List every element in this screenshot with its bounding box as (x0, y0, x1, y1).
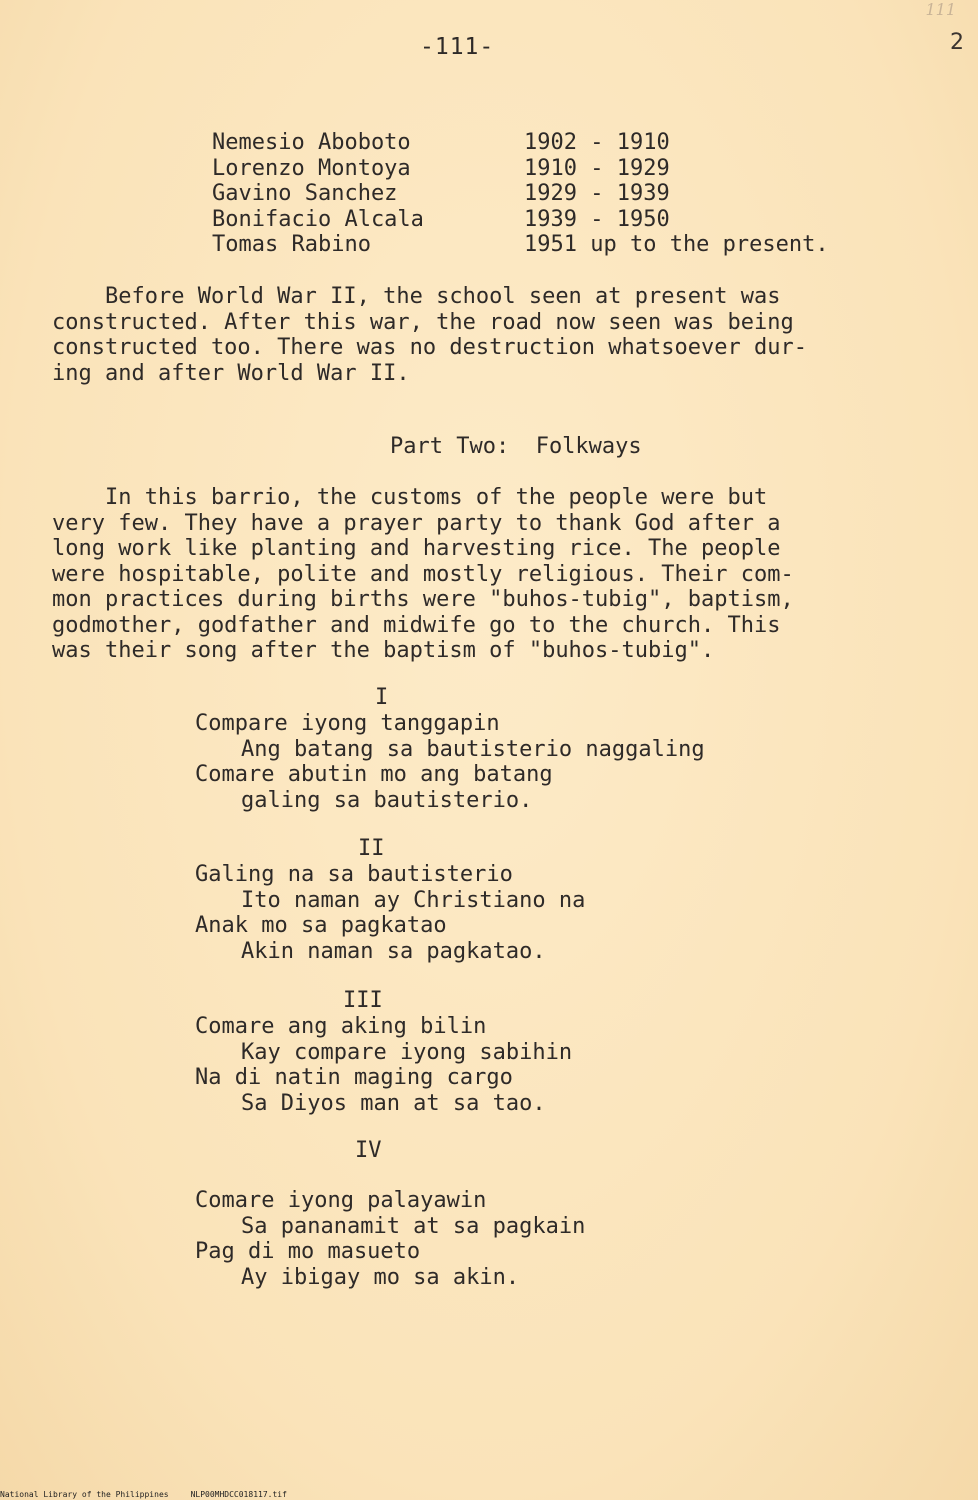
paragraph-line: ing and after World War II. (52, 360, 410, 386)
verse-line: Sa Diyos man at sa tao. (241, 1090, 546, 1116)
verse (195, 836, 815, 964)
verse-line: Ito naman ay Christiano na (241, 887, 586, 913)
corner-page-number: 2 (950, 30, 964, 55)
verse (195, 1138, 815, 1290)
paragraph-line: constructed too. There was no destruction whatsoever dur- (52, 335, 807, 360)
teacher-row (212, 181, 892, 207)
verse-line: Ay ibigay mo sa akin. (241, 1264, 520, 1290)
verse-numeral: II (358, 836, 385, 861)
teacher-row (212, 156, 892, 182)
teacher-row (212, 207, 892, 233)
teacher-row (212, 232, 892, 258)
footer-source: National Library of the Philippines (0, 1490, 169, 1499)
teacher-name: Lorenzo Montoya (212, 155, 411, 181)
verse-line: Na di natin maging cargo (195, 1065, 513, 1090)
teacher-years: 1910 - 1929 (524, 155, 670, 181)
paragraph-line: mon practices during births were "buhos-tubig", baptism, (52, 587, 794, 612)
teacher-name: Bonifacio Alcala (212, 206, 424, 232)
verse-line: Pag di mo masueto (195, 1239, 421, 1264)
paragraph-line: Before World War II, the school seen at present was (52, 284, 781, 309)
verse-line: Ang batang sa bautisterio naggaling (241, 736, 705, 762)
history-paragraph (52, 284, 902, 386)
verse (195, 685, 815, 813)
teacher-name: Tomas Rabino (212, 232, 371, 257)
verse-line: Comare abutin mo ang batang (195, 762, 553, 787)
teacher-years: 1929 - 1939 (524, 181, 670, 206)
teacher-years: 1951 up to the present. (524, 232, 829, 257)
paragraph-line: long work like planting and harvesting rice. The people (52, 536, 781, 561)
paragraph-line: In this barrio, the customs of the people were but (52, 485, 768, 510)
verse-line: Compare iyong tanggapin (195, 711, 500, 736)
paragraph-line: were hospitable, polite and mostly religious. Their com- (52, 561, 794, 587)
verse-numeral: I (375, 685, 389, 710)
folkways-paragraph (52, 485, 902, 664)
verse-numeral: III (343, 988, 383, 1013)
section-title: Part Two: Folkways (390, 434, 642, 459)
verse-line: Galing na sa bautisterio (195, 862, 513, 887)
verse-line: Comare iyong palayawin (195, 1188, 487, 1213)
page-number: -111- (420, 34, 495, 60)
paragraph-line: was their song after the baptism of "buhos-tubig". (52, 638, 715, 663)
verse (195, 988, 815, 1116)
paragraph-line: godmother, godfather and midwife go to the church. This (52, 612, 781, 638)
pencil-page-mark: 111 (925, 0, 956, 19)
verse-line: Sa pananamit at sa pagkain (241, 1213, 586, 1239)
verse-line: Anak mo sa pagkatao (195, 913, 447, 938)
verse-line: galing sa bautisterio. (241, 787, 533, 813)
teacher-list (212, 130, 892, 258)
teacher-years: 1902 - 1910 (524, 130, 670, 155)
verse-numeral: IV (355, 1138, 382, 1163)
teacher-years: 1939 - 1950 (524, 206, 670, 232)
teacher-name: Gavino Sanchez (212, 181, 398, 206)
verse-line: Comare ang aking bilin (195, 1014, 487, 1039)
paragraph-line: constructed. After this war, the road now seen was being (52, 309, 794, 335)
teacher-row (212, 130, 892, 156)
verse-line: Akin naman sa pagkatao. (241, 938, 546, 964)
verse-line: Kay compare iyong sabihin (241, 1039, 573, 1065)
paragraph-line: very few. They have a prayer party to thank God after a (52, 510, 781, 536)
teacher-name: Nemesio Aboboto (212, 130, 411, 155)
footer-filename: NLP00MHDCC018117.tif (190, 1490, 287, 1499)
scan-footer (0, 1490, 287, 1499)
